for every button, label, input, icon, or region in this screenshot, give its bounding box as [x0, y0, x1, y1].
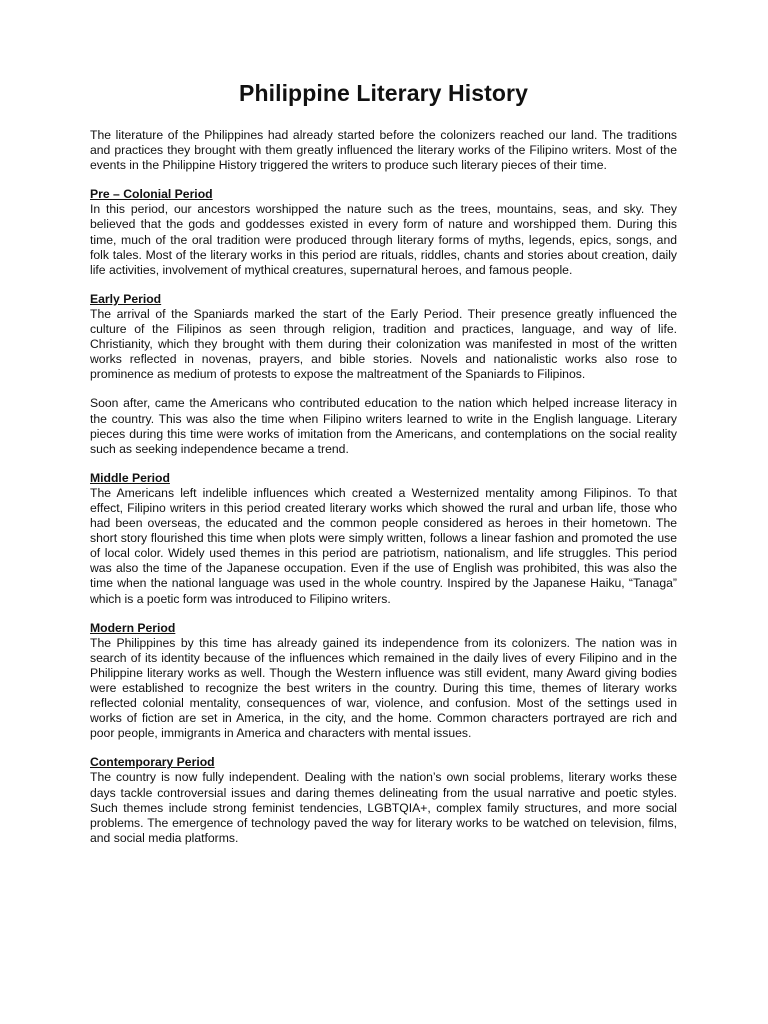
- document-title: Philippine Literary History: [239, 80, 528, 106]
- section-modern-period: [90, 621, 677, 742]
- section-heading-modern-period: Modern Period: [90, 620, 176, 635]
- section-paragraph: The Philippines by this time has already gained its independence from its colonizers. The nation was in search of its identity because of the influences which remained in the daily lives of every Filipino and in the Philippine literary works as well. Though the Western influence was still evident, many Award giving bodies were established to recognize the best writers in the country. During this time, themes of literary works reflected colonial mentality, consequences of war, violence, and confusion. Most of the settings used in works of fiction are set in America, in the city, and the home. Common characters portrayed are rich and poor people, immigrants in America and characters with mental issues.: [90, 635, 677, 741]
- section-paragraph: The arrival of the Spaniards marked the start of the Early Period. Their presence greatly influenced the culture of the Filipinos as seen through religion, tradition and practices, language, and way of life. Christianity, which they brought with them during their colonization was manifested in most of the written works reflected in novenas, prayers, and bible stories. Novels and nationalistic works also rose to prominence as medium of protests to expose the maltreatment of the Spaniards to Filipinos.: [90, 306, 677, 382]
- section-contemporary-period: [90, 755, 677, 846]
- section-pre-colonial: [90, 187, 677, 278]
- section-paragraph: The country is now fully independent. Dealing with the nation’s own social problems, literary works these days tackle controversial issues and daring themes delineating from the usual narrative and poetic styles. Such themes include strong feminist tendencies, LGBTQIA+, complex family structures, and more social problems. The emergence of technology paved the way for literary works to be watched on television, films, and social media platforms.: [90, 770, 677, 845]
- intro-paragraph: The literature of the Philippines had already started before the colonizers reached our land. The traditions and practices they brought with them greatly influenced the literary works of the Filipino writers. Most of the events in the Philippine History triggered the writers to produce such literary pieces of their time.: [90, 128, 677, 173]
- section-heading-middle-period: Middle Period: [90, 470, 170, 485]
- section-heading-early-period: Early Period: [90, 291, 162, 306]
- section-heading-pre-colonial: Pre – Colonial Period: [90, 187, 213, 202]
- section-paragraph: Soon after, came the Americans who contributed education to the nation which helped increase literacy in the country. This was also the time when Filipino writers learned to write in the English language. Literary pieces during this time were works of imitation from the Americans, and contemplations on the social reality such as seeking independence became a trend.: [90, 396, 677, 456]
- section-middle-period: [90, 471, 677, 607]
- document-body: [90, 78, 677, 846]
- section-early-period: [90, 292, 677, 457]
- section-heading-contemporary-period: Contemporary Period: [90, 755, 215, 770]
- section-paragraph: In this period, our ancestors worshipped the nature such as the trees, mountains, seas, and sky. They believed that the gods and goddesses existed in every form of nature and worshipped them. During this time, much of the oral tradition were produced through literary forms of myths, legends, epics, songs, and folk tales. Most of the literary works in this period are rituals, riddles, chants and stories about creation, daily life activities, involvement of mythical creatures, supernatural heroes, and famous people.: [90, 202, 677, 277]
- section-paragraph: The Americans left indelible influences which created a Westernized mentality among Filipinos. To that effect, Filipino writers in this period created literary works which showed the rural and urban life, those who had been overseas, the educated and the common people considered as heroes in their hometown. The short story flourished this time when plots were simply written, follows a linear fashion and promoted the use of local color. Widely used themes in this period are patriotism, nationalism, and life struggles. This period was also the time of the Japanese occupation. Even if the use of English was prohibited, this was also the time when the national language was used in the whole country. Inspired by the Japanese Haiku, “Tanaga” which is a poetic form was introduced to Filipino writers.: [90, 485, 677, 606]
